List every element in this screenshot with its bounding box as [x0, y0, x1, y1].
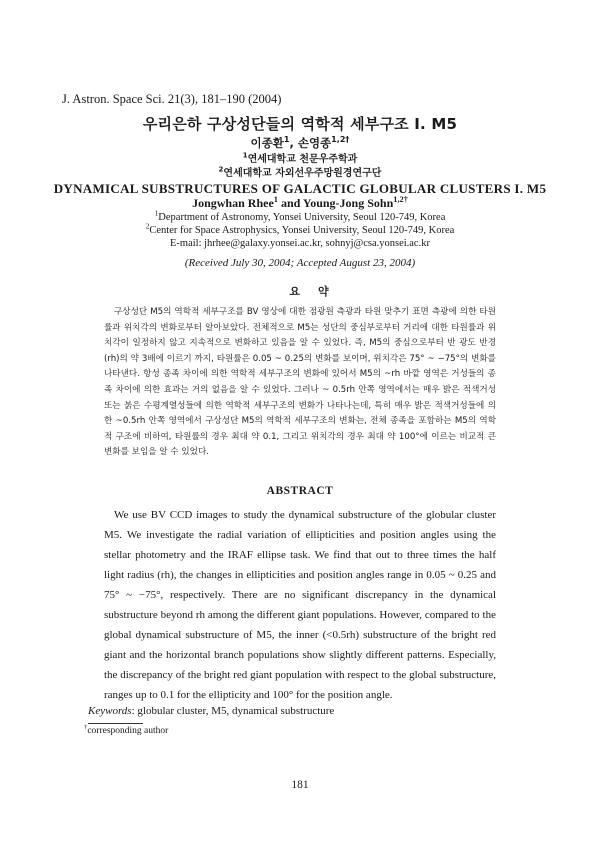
english-author-and: and	[277, 196, 303, 210]
keywords-label: Keywords	[88, 705, 132, 717]
korean-aff1-text: 연세대학교 천문우주학과	[247, 154, 358, 165]
korean-aff2-sup: 2	[218, 165, 224, 174]
english-title: DYNAMICAL SUBSTRUCTURES OF GALACTIC GLOBULAR CLUSTERS I. M5	[53, 181, 547, 196]
korean-author-1-sup: 1	[283, 135, 290, 145]
korean-author-separator: ,	[289, 136, 298, 150]
footnote-text: corresponding author	[87, 726, 169, 736]
english-authors	[0, 196, 600, 211]
email-line: E-mail: jhrhee@galaxy.yonsei.ac.kr, sohnyj@csa.yonsei.ac.kr	[170, 238, 430, 249]
korean-author-2: 손영종	[297, 136, 332, 150]
korean-affiliation-1	[0, 150, 600, 165]
english-author-2-sup: 1,2†	[393, 195, 408, 204]
english-aff2-sup: 2	[145, 221, 150, 231]
english-author-2: Young-Jong Sohn	[302, 196, 394, 210]
korean-authors	[0, 135, 600, 151]
page-number: 181	[291, 779, 309, 791]
english-aff2-text: Center for Space Astrophysics, Yonsei University, Seoul 120-749, Korea	[149, 225, 455, 236]
english-abstract-heading: ABSTRACT	[266, 485, 334, 497]
korean-aff1-sup: 1	[242, 151, 248, 160]
english-affiliation-1	[0, 208, 600, 223]
footnote-divider	[88, 723, 143, 724]
korean-affiliation-2	[0, 164, 600, 179]
korean-aff2-text: 연세대학교 자외선우주망원경연구단	[223, 168, 382, 179]
english-author-1-sup: 1	[273, 195, 278, 204]
journal-reference: J. Astron. Space Sci. 21(3), 181–190 (2004)	[62, 92, 282, 106]
korean-author-2-sup: 1,2†	[331, 135, 350, 145]
korean-author-1: 이종환	[250, 136, 284, 150]
english-abstract: We use BV CCD images to study the dynamical substructure of the globular cluster M5. We investigate the radial variation of ellipticities and position angles using the stellar photometry and the IRAF ellipse task. We find that out to three times the half light radius (rh), the changes in ellipticities and position angles range in 0.05 ~ 0.25 and 75° ~ −75°, respectively. There are no significant discrepancy in the dynamical substructure beyond rh among the different giant populations. However, compared to the global dynamical substructure of M5, the inner (<0.5rh) substructure of the bright red giant and the horizontal branch populations show slightly different patterns. Especially, the discrepancy of the bright red giant population with respect to the global substructure, ranges up to 0.1 for the ellipticity and 100° for the position angle.	[104, 509, 496, 701]
keywords-line	[88, 705, 334, 717]
english-aff1-sup: 1	[154, 208, 159, 218]
korean-abstract-heading: 요약	[289, 285, 347, 298]
keywords-text: : globular cluster, M5, dynamical substructure	[131, 705, 335, 717]
english-author-1: Jongwhan Rhee	[192, 196, 274, 210]
footnote-mark: †	[84, 723, 88, 731]
english-affiliation-2	[0, 221, 600, 236]
korean-title: 우리은하 구상성단들의 역학적 세부구조 I. M5	[142, 115, 458, 133]
english-aff1-text: Department of Astronomy, Yonsei University, Seoul 120-749, Korea	[158, 212, 446, 223]
received-dates: (Received July 30, 2004; Accepted August 23, 2004)	[184, 257, 416, 269]
footnote	[84, 723, 169, 736]
korean-abstract: 구상성단 M5의 역학적 세부구조를 BV 영상에 대한 점광원 측광과 타원 맞추기 표면 측광에 의한 타원률과 위치각의 변화로부터 알아보았다. 전체적으로 M5는 성단의 중심부로부터 거리에 대한 타원률과 위치각이 일정하지 않고 지속적으로 변화하고 있음을 알 수 있었다. 즉, M5의 중심으로부터 반 광도 반경(rh)의 약 3배에 이르기 까지, 타원률은 0.05 ~ 0.25의 변화를 보이며, 위치각은 75° ~ −75°의 변화를 나타낸다. 항성 종족 차이에 의한 역학적 세부구조의 변화에 있어서 M5의 ~rh 바깥 영역은 거성들의 종족 차이에 의한 효과는 거의 없음을 알 수 있었다. 그러나 ~ 0.5rh 안쪽 영역에서는 매우 밝은 적색거성 또는 붉은 수평계열성들에 의한 역학적 세부구조의 변화가 나타나는데, 특히 매우 밝은 적색거성들에 의한 ~0.5rh 안쪽 영역에서 구상성단 M5의 역학적 세부구조의 변화는, 전체 종족을 포함하는 M5의 역학적 구조에 비하여, 타원률의 경우 최대 약 0.1, 그리고 위치각의 경우 최대 약 100°에 이르는 비교적 큰 변화를 보임을 알 수 있었다.	[104, 307, 496, 458]
